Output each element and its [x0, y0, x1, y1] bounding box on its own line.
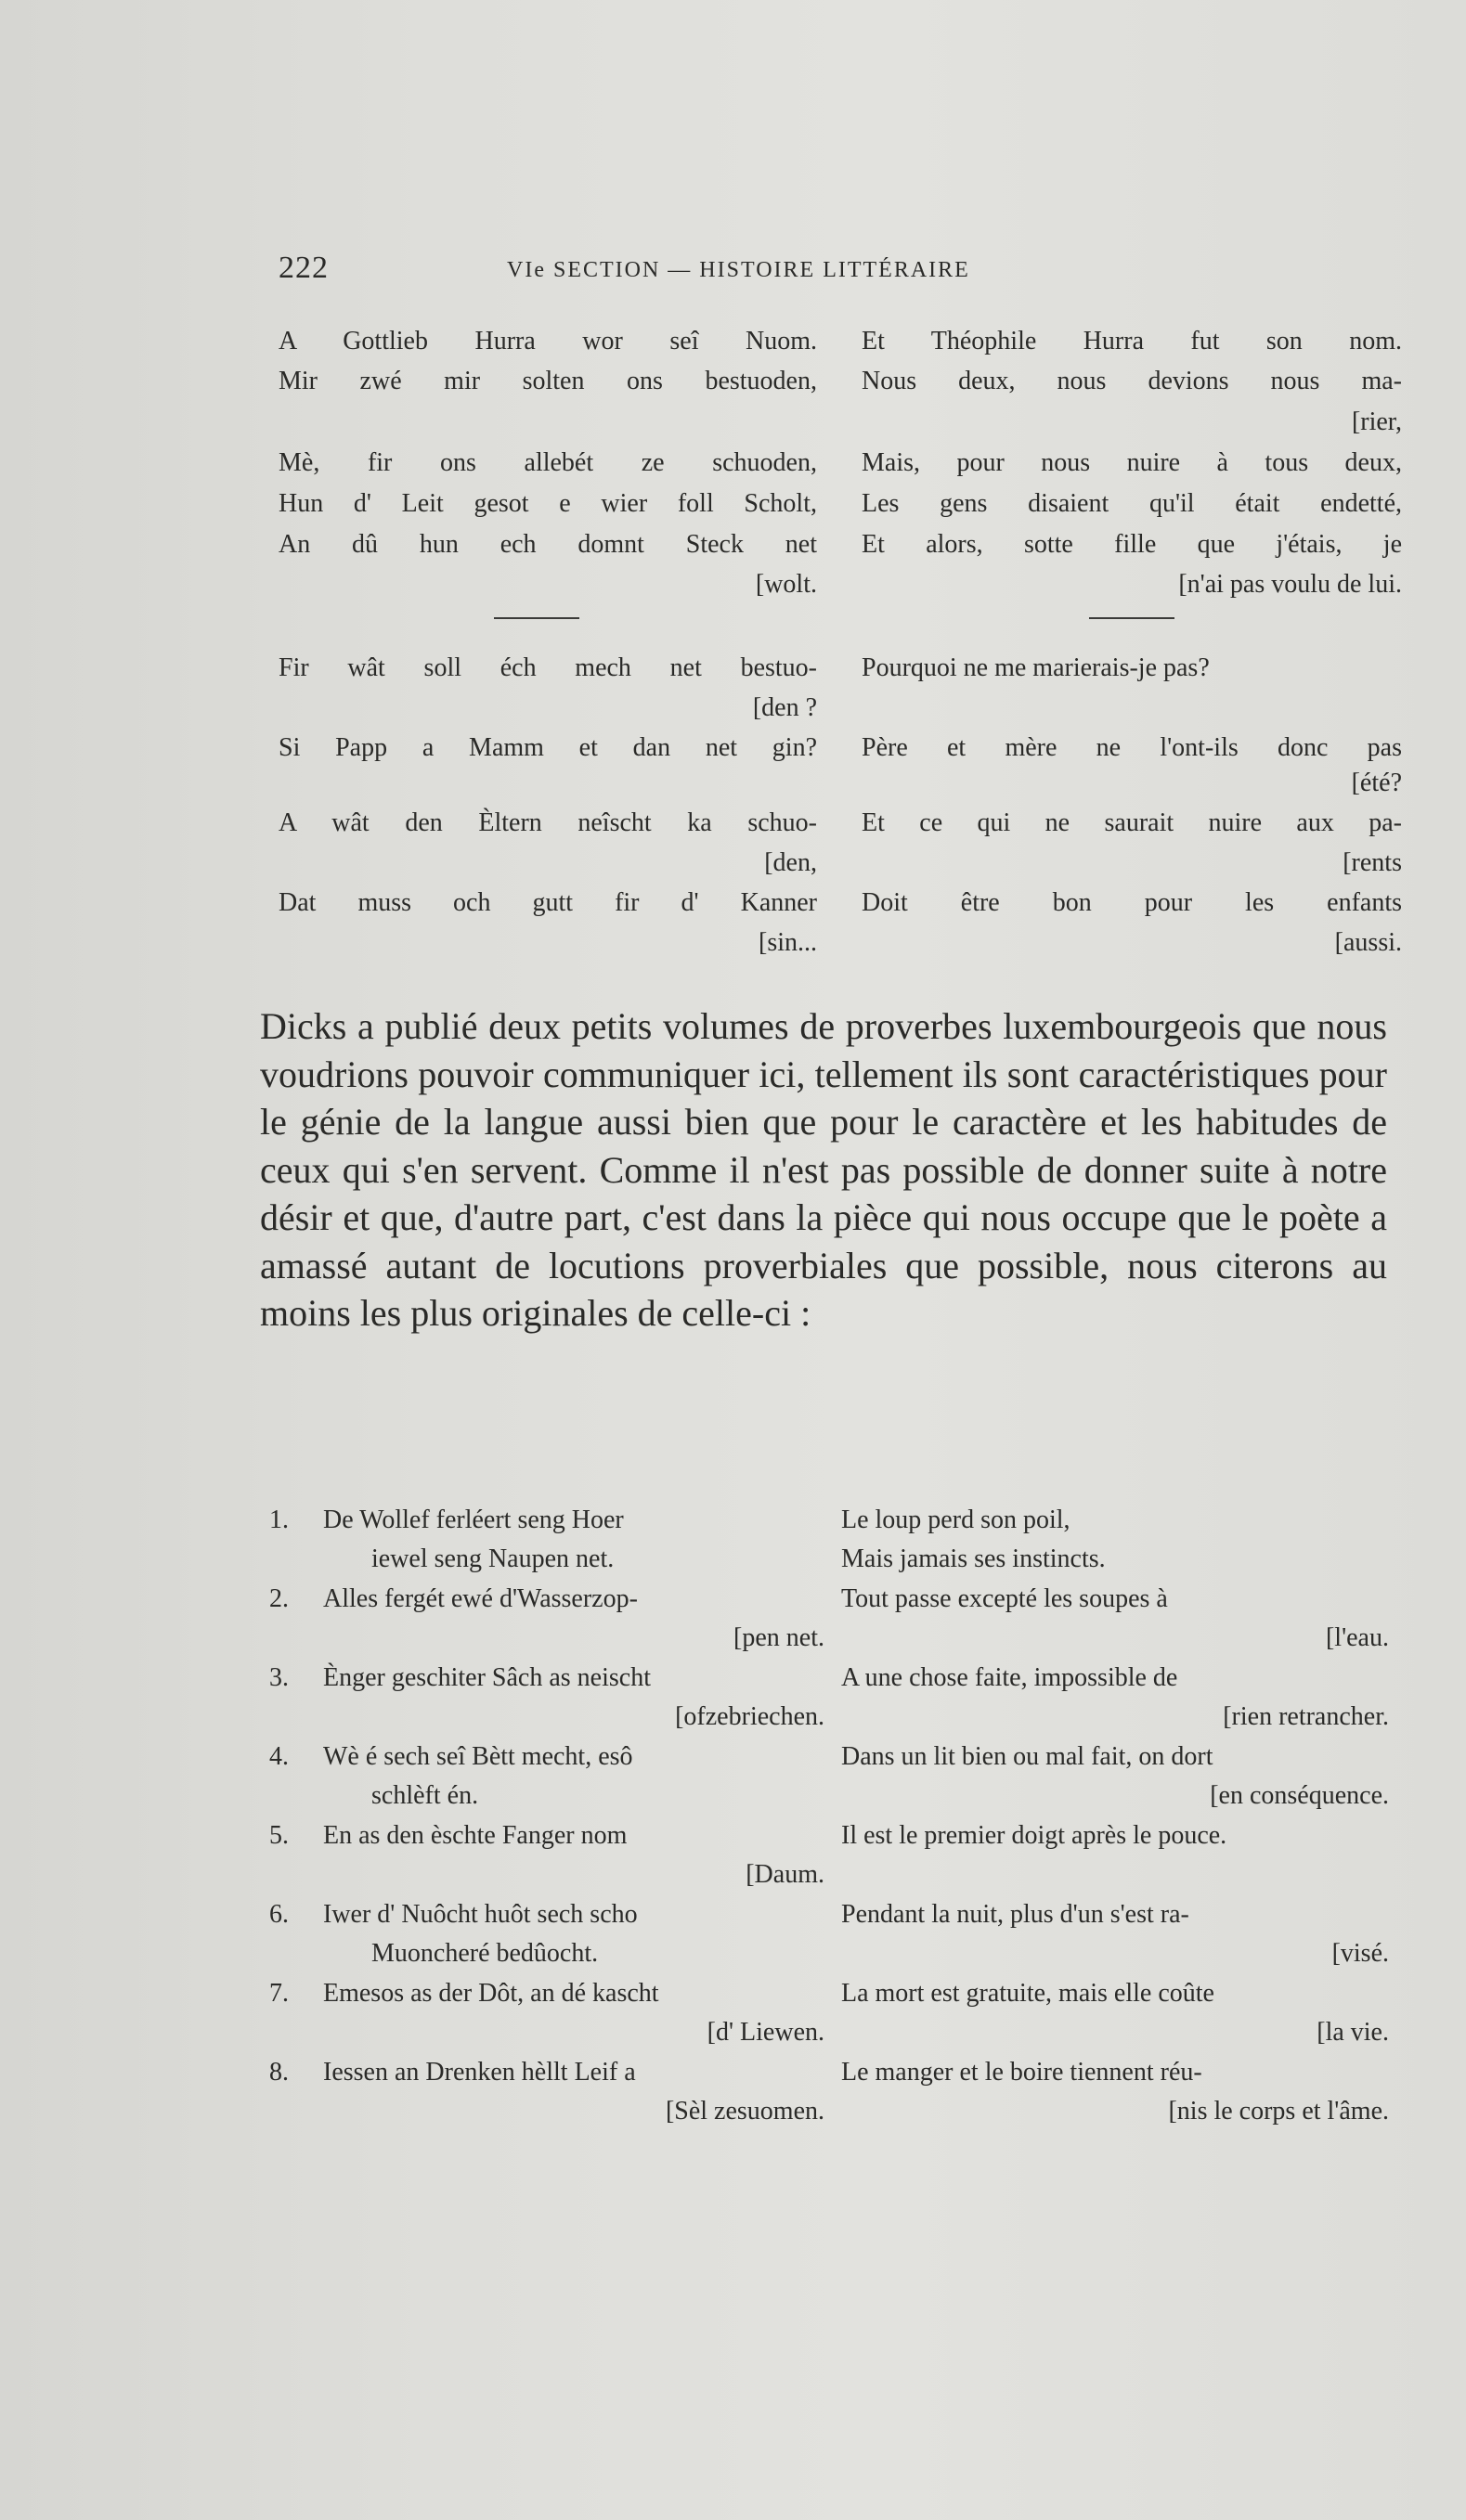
poem-line: Les gens disaient qu'il était endetté,	[862, 489, 1402, 518]
proverb-luxembourgish-continuation: iewel seng Naupen net.	[371, 1544, 615, 1573]
proverb-luxembourgish-continuation: [Sèl zesuomen.	[665, 2097, 824, 2126]
proverb-french-continuation: [rien retrancher.	[1223, 1702, 1389, 1731]
poem-line: A wât den Èltern neîscht ka schuo-	[279, 808, 817, 837]
proverb-luxembourgish-continuation: [Daum.	[746, 1860, 824, 1889]
poem-line-continuation: [den ?	[752, 693, 817, 722]
proverb-luxembourgish: Iessen an Drenken hèllt Leif a	[323, 2058, 636, 2087]
proverb-number: 8.	[269, 2058, 289, 2087]
proverb-french: Pendant la nuit, plus d'un s'est ra-	[841, 1900, 1189, 1929]
page-header	[279, 251, 1114, 291]
proverb-number: 1.	[269, 1506, 289, 1534]
proverb-french-continuation: [visé.	[1331, 1939, 1389, 1968]
poem-line-continuation: [sin...	[759, 928, 817, 957]
stanza-divider	[494, 617, 579, 619]
poem-line-continuation: [den,	[764, 848, 817, 877]
poem-line-continuation: [rier,	[1351, 407, 1402, 436]
proverb-luxembourgish: Alles fergét ewé d'Wasserzop-	[323, 1584, 638, 1613]
proverb-luxembourgish: Wè é sech seî Bètt mecht, esô	[323, 1742, 633, 1771]
proverb-french: A une chose faite, impossible de	[841, 1663, 1178, 1692]
proverb-french-continuation: [en conséquence.	[1210, 1781, 1389, 1810]
poem-line: Et alors, sotte fille que j'étais, je	[862, 530, 1402, 559]
proverb-french-continuation: [l'eau.	[1325, 1623, 1389, 1652]
proverb-french-continuation: [la vie.	[1317, 2018, 1389, 2047]
proverb-number: 3.	[269, 1663, 289, 1692]
proverb-french: La mort est gratuite, mais elle coûte	[841, 1979, 1214, 2008]
proverb-french-continuation: [nis le corps et l'âme.	[1168, 2097, 1389, 2126]
poem-line: Mir zwé mir solten ons bestuoden,	[279, 367, 817, 395]
proverb-number: 2.	[269, 1584, 289, 1613]
poem-line: Fir wât soll éch mech net bestuo-	[279, 653, 817, 682]
proverb-luxembourgish-continuation: schlèft én.	[371, 1781, 479, 1810]
running-title: VIe SECTION — HISTOIRE LITTÉRAIRE	[507, 258, 970, 282]
proverb-number: 6.	[269, 1900, 289, 1929]
poem-line-continuation: [été?	[1351, 769, 1402, 797]
proverb-french: Tout passe excepté les soupes à	[841, 1584, 1168, 1613]
proverb-luxembourgish: En as den èschte Fanger nom	[323, 1821, 628, 1850]
proverb-luxembourgish-continuation: [ofzebriechen.	[675, 1702, 824, 1731]
poem-line: Pourquoi ne me marierais-je pas?	[862, 653, 1210, 682]
poem-line: An dû hun ech domnt Steck net	[279, 530, 817, 559]
proverb-number: 4.	[269, 1742, 289, 1771]
body-paragraph: Dicks a publié deux petits volumes de proverbes luxembourgeois que nous voudrions pouvoir communiquer ici, tellement ils sont caractéristiques pour le génie de la langue aussi bien que pour le caractère et les habitudes de ceux qui s'en servent. Comme il n'est pas possible de donner suite à notre désir et que, d'autre part, c'est dans la pièce qui nous occupe que le poète a amassé autant de locutions proverbiales que possible, nous citerons au moins les plus originales de celle-ci :	[260, 1005, 1387, 1334]
proverb-luxembourgish: Emesos as der Dôt, an dé kascht	[323, 1979, 659, 2008]
proverb-luxembourgish: Iwer d' Nuôcht huôt sech scho	[323, 1900, 638, 1929]
poem-line: Doit être bon pour les enfants	[862, 888, 1402, 917]
proverb-luxembourgish-continuation: [pen net.	[733, 1623, 824, 1652]
page-number: 222	[279, 251, 329, 285]
poem-line: Dat muss och gutt fir d' Kanner	[279, 888, 817, 917]
proverb-number: 5.	[269, 1821, 289, 1850]
poem-line: Nous deux, nous devions nous ma-	[862, 367, 1402, 395]
proverb-luxembourgish: Ènger geschiter Sâch as neischt	[323, 1663, 651, 1692]
proverb-number: 7.	[269, 1979, 289, 2008]
proverb-french: Dans un lit bien ou mal fait, on dort	[841, 1742, 1213, 1771]
poem-line: Mè, fir ons allebét ze schuoden,	[279, 448, 817, 477]
poem-line: A Gottlieb Hurra wor seî Nuom.	[279, 327, 817, 355]
poem-line: Mais, pour nous nuire à tous deux,	[862, 448, 1402, 477]
proverb-luxembourgish: De Wollef ferléert seng Hoer	[323, 1506, 624, 1534]
poem-line-continuation: [wolt.	[755, 570, 817, 599]
stanza-divider	[1089, 617, 1174, 619]
poem-line: Père et mère ne l'ont-ils donc pas	[862, 733, 1402, 762]
poem-line: Et Théophile Hurra fut son nom.	[862, 327, 1402, 355]
poem-line: Hun d' Leit gesot e wier foll Scholt,	[279, 489, 817, 518]
poem-line-continuation: [n'ai pas voulu de lui.	[1178, 570, 1402, 599]
proverb-luxembourgish-continuation: Muoncheré bedûocht.	[371, 1939, 599, 1968]
poem-line: Si Papp a Mamm et dan net gin?	[279, 733, 817, 762]
proverb-french: Le loup perd son poil,	[841, 1506, 1070, 1534]
proverb-luxembourgish-continuation: [d' Liewen.	[707, 2018, 824, 2047]
poem-line-continuation: [aussi.	[1334, 928, 1402, 957]
poem-line-continuation: [rents	[1343, 848, 1402, 877]
proverb-french-continuation: Mais jamais ses instincts.	[841, 1544, 1106, 1573]
poem-line: Et ce qui ne saurait nuire aux pa-	[862, 808, 1402, 837]
proverb-french: Il est le premier doigt après le pouce.	[841, 1821, 1227, 1850]
proverb-french: Le manger et le boire tiennent réu-	[841, 2058, 1202, 2087]
